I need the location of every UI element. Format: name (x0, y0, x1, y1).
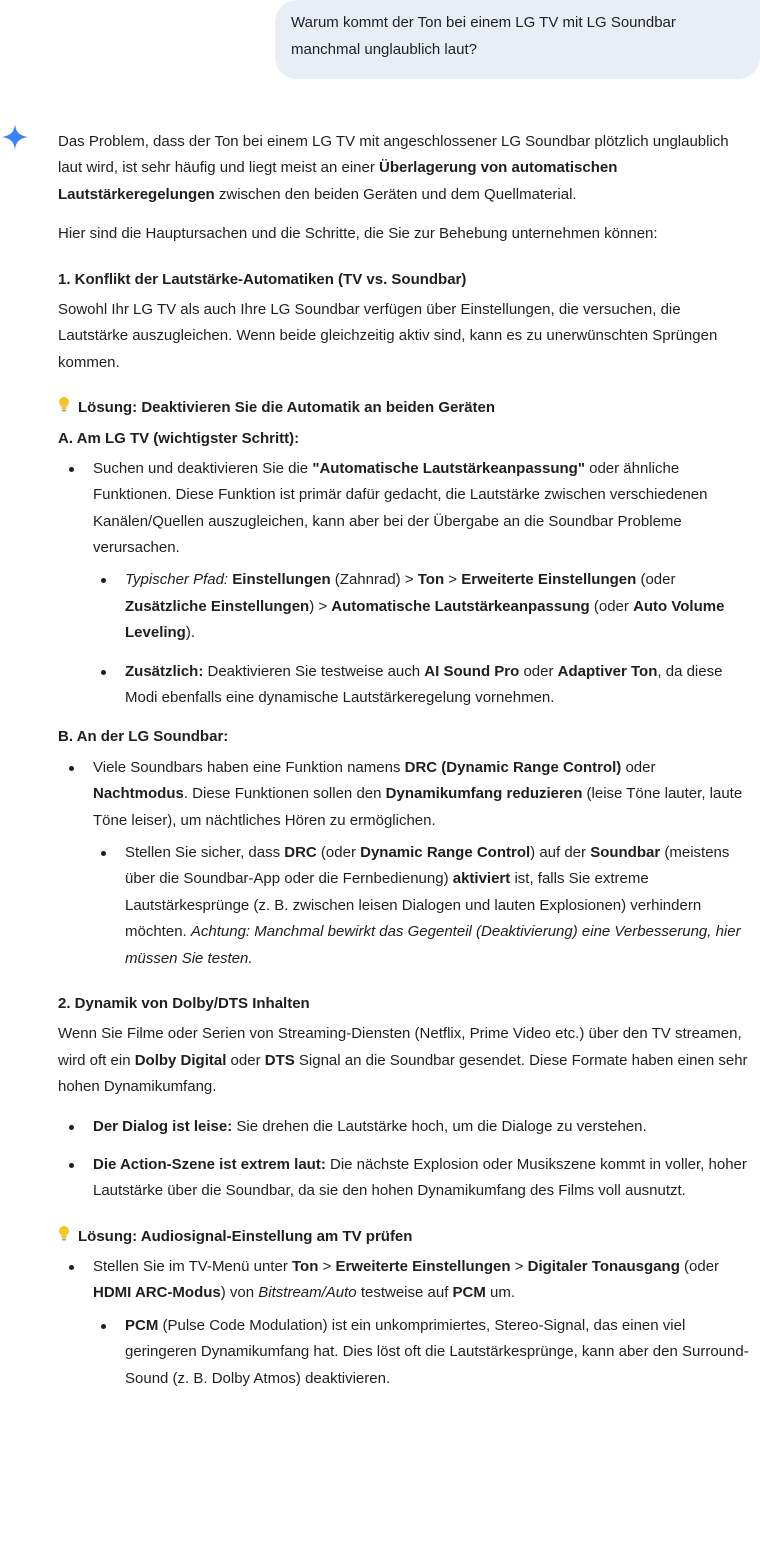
soundbar-heading: B. An der LG Soundbar: (58, 728, 229, 746)
soundbar-list (58, 755, 750, 972)
solution-2-sublist (93, 1313, 750, 1392)
intro-paragraph-2: Hier sind die Hauptursachen und die Schritte, die Sie zur Behebung unternehmen können: (58, 225, 658, 243)
light-bulb-icon (58, 395, 78, 421)
gemini-spark-icon (2, 124, 28, 150)
list-item: Zusätzlich: Deaktivieren Sie testweise auch AI Sound Pro oder Adaptiver Ton, da diese Modi ebenfalls eine dynamische Lautstärkeregelung vornehmen. (125, 659, 750, 712)
list-item: Typischer Pfad: Einstellungen (Zahnrad) > Ton > Erweiterte Einstellungen (oder Zusätzliche Einstellungen) > Automatische Lautstärkeanpassung (oder Auto Volume Leveling). (125, 567, 750, 646)
tv-list (58, 456, 750, 712)
light-bulb-icon (58, 1224, 78, 1250)
list-item: Viele Soundbars haben eine Funktion namens DRC (Dynamic Range Control) oder Nachtmodus. Diese Funktionen sollen den Dynamikumfang reduzieren (leise Töne lauter, laute Töne leiser), um nächtliches Hören zu ermöglichen. Stellen Sie sicher, dass DRC (oder Dynamic Range Control) auf der Soundbar (meistens über die Soundbar-App oder die Fernbedienung) aktiviert ist, falls Sie extreme Lautstärkesprünge (z. B. zwischen leisen Dialogen und lauten Explosionen) verhindern möchten. Achtung: Manchmal bewirkt das Gegenteil (Deaktivierung) eine Verbesserung, hier müssen Sie testen. (93, 755, 750, 972)
list-item: PCM (Pulse Code Modulation) ist ein unkomprimiertes, Stereo-Signal, das einen viel geringeren Dynamikumfang hat. Dies löst oft die Lautstärkesprünge, kann aber den Surround-Sound (z. B. Dolby Atmos) deaktivieren. (125, 1313, 750, 1392)
user-message-bubble (275, 0, 760, 79)
solution-2-list (58, 1254, 750, 1392)
list-item: Suchen und deaktivieren Sie die "Automatische Lautstärkeanpassung" oder ähnliche Funktionen. Diese Funktion ist primär dafür gedacht, die Lautstärke zwischen verschiedenen Kanälen/Quellen auszugleichen, kann aber bei der Übergabe an die Soundbar Probleme verursachen. Typischer Pfad: Einstellungen (Zahnrad) > Ton > Erweiterte Einstellungen (oder Zusätzliche Einstellungen) > Automatische Lautstärkeanpassung (oder Auto Volume Leveling). Zusätzlich: Deaktivieren Sie testweise auch AI Sound Pro oder Adaptiver Ton, da diese Modi ebenfalls eine dynamische Lautstärkeregelung vornehmen. (93, 456, 750, 712)
list-item: Die Action-Szene ist extrem laut: Die nächste Explosion oder Musikszene kommt in voller, hoher Lautstärke über die Soundbar, da sie den hohen Dynamikumfang des Films voll ausnutzt. (93, 1152, 750, 1205)
section-2-heading: 2. Dynamik von Dolby/DTS Inhalten (58, 994, 310, 1012)
tv-heading: A. Am LG TV (wichtigster Schritt): (58, 429, 300, 447)
intro-paragraph: Das Problem, dass der Ton bei einem LG TV mit angeschlossener LG Soundbar plötzlich unglaublich laut wird, ist sehr häufig und liegt meist an einer Überlagerung von automatischen Lautstärkeregelungen zwischen den beiden Geräten und dem Quellmaterial. (58, 133, 729, 203)
section-1-text: Sowohl Ihr LG TV als auch Ihre LG Soundbar verfügen über Einstellungen, die versuchen, die Lautstärke auszugleichen. Wenn beide gleichzeitig aktiv sind, kann es zu unerwünschten Sprüngen kommen. (58, 300, 718, 371)
solution-2-heading: Lösung: Audiosignal-Einstellung am TV prüfen (58, 1224, 750, 1250)
list-item: Stellen Sie sicher, dass DRC (oder Dynamic Range Control) auf der Soundbar (meistens über die Soundbar-App oder die Fernbedienung) aktiviert ist, falls Sie extreme Lautstärkesprünge (z. B. zwischen leisen Dialogen und lauten Explosionen) verhindern möchten. Achtung: Manchmal bewirkt das Gegenteil (Deaktivierung) eine Verbesserung, hier müssen Sie testen. (125, 840, 750, 972)
solution-1-heading: Lösung: Deaktivieren Sie die Automatik an beiden Geräten (58, 395, 750, 421)
assistant-response (58, 129, 750, 1405)
section-2-list (58, 1114, 750, 1205)
section-2-text: Wenn Sie Filme oder Serien von Streaming-Diensten (Netflix, Prime Video etc.) über den TV streamen, wird oft ein Dolby Digital oder DTS Signal an die Soundbar gesendet. Diese Formate haben einen sehr hohen Dynamikumfang. (58, 1025, 748, 1096)
section-1-heading: 1. Konflikt der Lautstärke-Automatiken (TV vs. Soundbar) (58, 270, 467, 288)
tv-sublist (93, 567, 750, 711)
soundbar-sublist (93, 840, 750, 972)
list-item: Stellen Sie im TV-Menü unter Ton > Erweiterte Einstellungen > Digitaler Tonausgang (oder HDMI ARC-Modus) von Bitstream/Auto testweise auf PCM um. PCM (Pulse Code Modulation) ist ein unkomprimiertes, Stereo-Signal, das einen viel geringeren Dynamikumfang hat. Dies löst oft die Lautstärkesprünge, kann aber den Surround-Sound (z. B. Dolby Atmos) deaktivieren. (93, 1254, 750, 1392)
list-item: Der Dialog ist leise: Sie drehen die Lautstärke hoch, um die Dialoge zu verstehen. (93, 1114, 750, 1140)
user-message-text: Warum kommt der Ton bei einem LG TV mit LG Soundbar manchmal unglaublich laut? (291, 14, 676, 58)
